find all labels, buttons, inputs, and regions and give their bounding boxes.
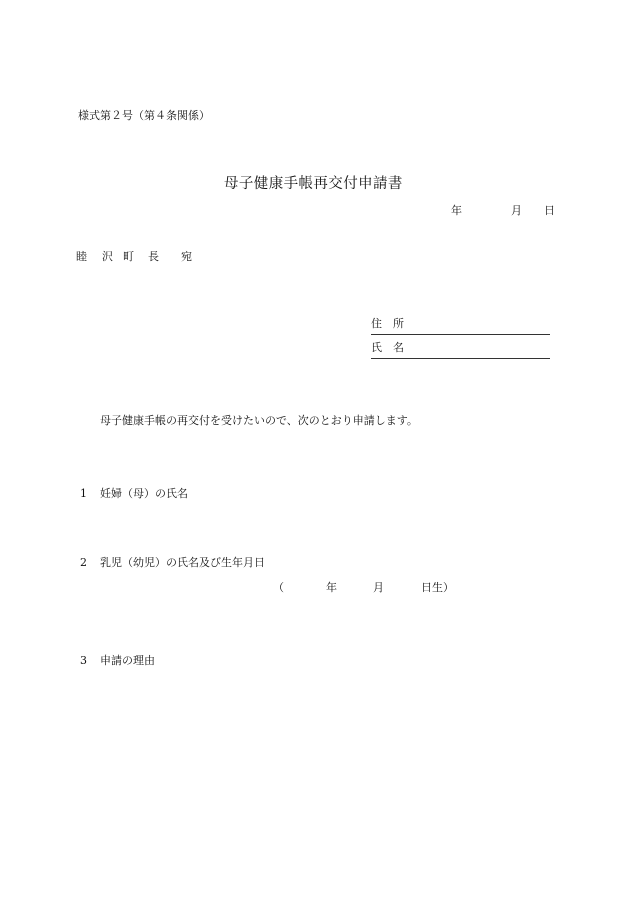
date-year-label: 年 (451, 204, 462, 217)
addressee-char: 宛 (181, 250, 192, 263)
addressee-char: 町 (123, 250, 134, 263)
applicant-name-field[interactable] (371, 342, 550, 359)
addressee (76, 251, 192, 262)
name-label: 氏 名 (371, 341, 404, 354)
date-day-label: 日 (544, 204, 555, 217)
item-reason: 申請の理由 (100, 654, 155, 667)
item-number: 3 (80, 654, 87, 667)
addressee-char: 沢 (102, 250, 113, 263)
form-number: 様式第２号（第４条関係） (78, 109, 210, 122)
item-mother-name: 妊婦（母）の氏名 (100, 487, 188, 500)
date-month-label: 月 (511, 204, 522, 217)
birthdate-month-label: 月 (373, 581, 384, 594)
item-number: 1 (80, 487, 87, 500)
applicant-address-field[interactable] (371, 318, 550, 335)
addressee-char: 長 (148, 250, 159, 263)
addressee-char: 睦 (76, 250, 87, 263)
birthdate-day-label: 日生） (421, 581, 454, 594)
address-label: 住 所 (371, 317, 404, 330)
request-statement: 母子健康手帳の再交付を受けたいので、次のとおり申請します。 (100, 414, 418, 427)
item-child-name-birthdate: 乳児（幼児）の氏名及び生年月日 (100, 556, 265, 569)
document-title: 母子健康手帳再交付申請書 (224, 176, 403, 192)
item-number: 2 (80, 556, 87, 569)
birthdate-year-label: 年 (326, 581, 337, 594)
birthdate-open-paren: （ (273, 581, 284, 594)
